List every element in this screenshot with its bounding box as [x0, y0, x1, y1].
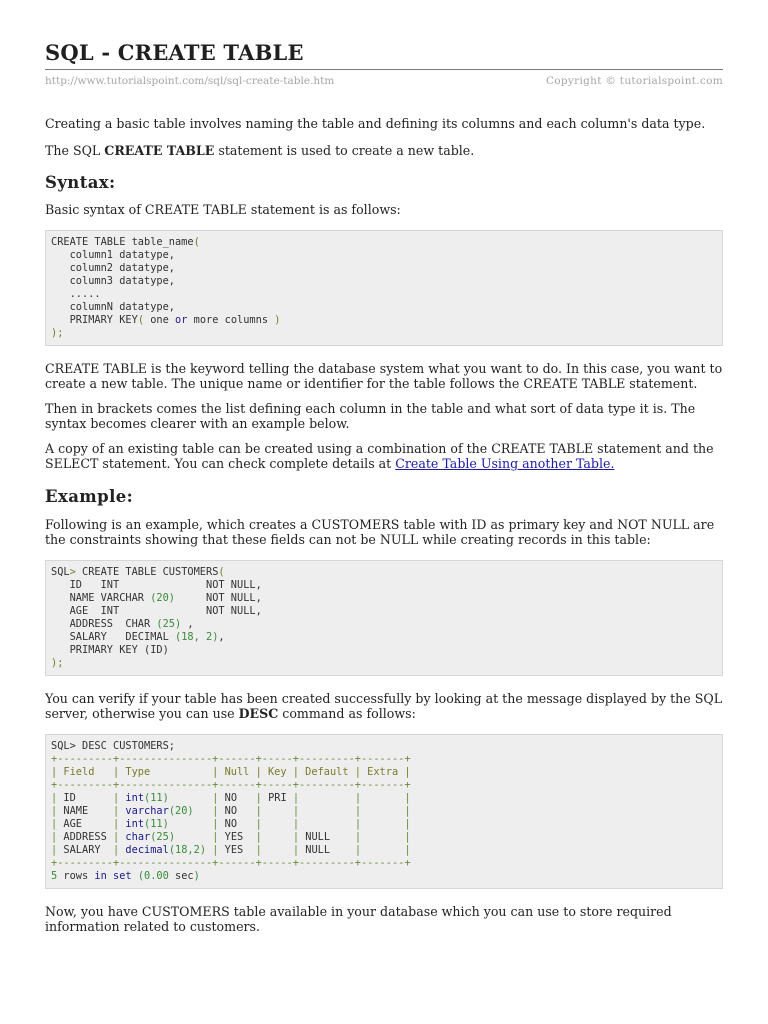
intro-paragraph-2: The SQL CREATE TABLE statement is used to create a new table.: [45, 143, 475, 158]
page-title: SQL - CREATE TABLE: [45, 40, 304, 65]
create-table-copy-link[interactable]: Create Table Using another Table.: [395, 456, 615, 471]
source-url: http://www.tutorialspoint.com/sql/sql-create-table.htm: [45, 75, 335, 87]
intro-paragraph-1: Creating a basic table involves naming the table and defining its columns and each column's data type.: [45, 116, 706, 131]
example-lead: Following is an example, which creates a CUSTOMERS table with ID as primary key and NOT NULL are the constraints showing that these fields can not be NULL while creating records in this table:: [45, 517, 715, 547]
desc-table-header: | Field | Type | Null | Key | Default | Extra |: [51, 766, 411, 778]
source-bar: [45, 74, 723, 88]
example-code-block: SQL> CREATE TABLE CUSTOMERS( ID INT NOT NULL, NAME VARCHAR (20) NOT NULL, AGE INT NOT NULL, ADDRESS CHAR (25) , SALARY DECIMAL (18, 2), PRIMARY KEY (ID) );: [45, 560, 723, 676]
syntax-code-block: CREATE TABLE table_name( column1 datatype, column2 datatype, column3 datatype, ..... columnN datatype, PRIMARY KEY( one or more columns ) );: [45, 230, 723, 346]
create-table-keyword: CREATE TABLE: [104, 143, 215, 158]
syntax-description-2: Then in brackets comes the list defining each column in the table and what sort of data type it is. The syntax becomes clearer with an example below.: [45, 401, 696, 431]
desc-table-row: | ID | int(11) | NO | PRI | | |: [51, 792, 411, 804]
document-page: [45, 38, 723, 934]
desc-table-row: | SALARY | decimal(18,2) | YES | | NULL | |: [51, 844, 411, 856]
syntax-heading: Syntax:: [45, 173, 116, 192]
desc-table-row: | NAME | varchar(20) | NO | | | |: [51, 805, 411, 817]
syntax-lead: Basic syntax of CREATE TABLE statement is as follows:: [45, 202, 401, 217]
desc-table-row: | ADDRESS | char(25) | YES | | NULL | |: [51, 831, 411, 843]
desc-output-block: SQL> DESC CUSTOMERS; +---------+---------------+------+-----+---------+-------+ | Field | Type | Null | Key | Default | Extra | +---------+---------------+------+-----+---------+-------+ | ID | int(11) | NO | PRI | | | | NAME | varchar(20) | NO | | | | | AGE | int(11) | NO | | | | | ADDRESS | char(25) | YES | | NULL | | | SALARY | decimal(18,2) | YES | | NULL | | +---------+---------------+------+-----+---------+-------+ 5 rows in set (0.00 sec): [45, 734, 723, 889]
desc-table-row: | AGE | int(11) | NO | | | |: [51, 818, 411, 830]
example-heading: Example:: [45, 487, 134, 506]
desc-command: SQL> DESC CUSTOMERS;: [51, 740, 175, 752]
desc-keyword: DESC: [238, 706, 279, 721]
title-divider: [45, 69, 723, 70]
syntax-description-1: CREATE TABLE is the keyword telling the database system what you want to do. In this case, you want to create a new table. The unique name or identifier for the table follows the CREATE TABLE statement.: [45, 361, 723, 391]
copyright-notice: Copyright © tutorialspoint.com: [545, 75, 723, 87]
syntax-description-3: A copy of an existing table can be created using a combination of the CREATE TABLE statement and the SELECT statement. You can check complete details at Create Table Using another Table.: [45, 441, 714, 471]
verify-paragraph: You can verify if your table has been created successfully by looking at the message displayed by the SQL server, otherwise you can use DESC command as follows:: [45, 691, 723, 721]
closing-paragraph: Now, you have CUSTOMERS table available in your database which you can use to store required information related to customers.: [45, 904, 672, 934]
